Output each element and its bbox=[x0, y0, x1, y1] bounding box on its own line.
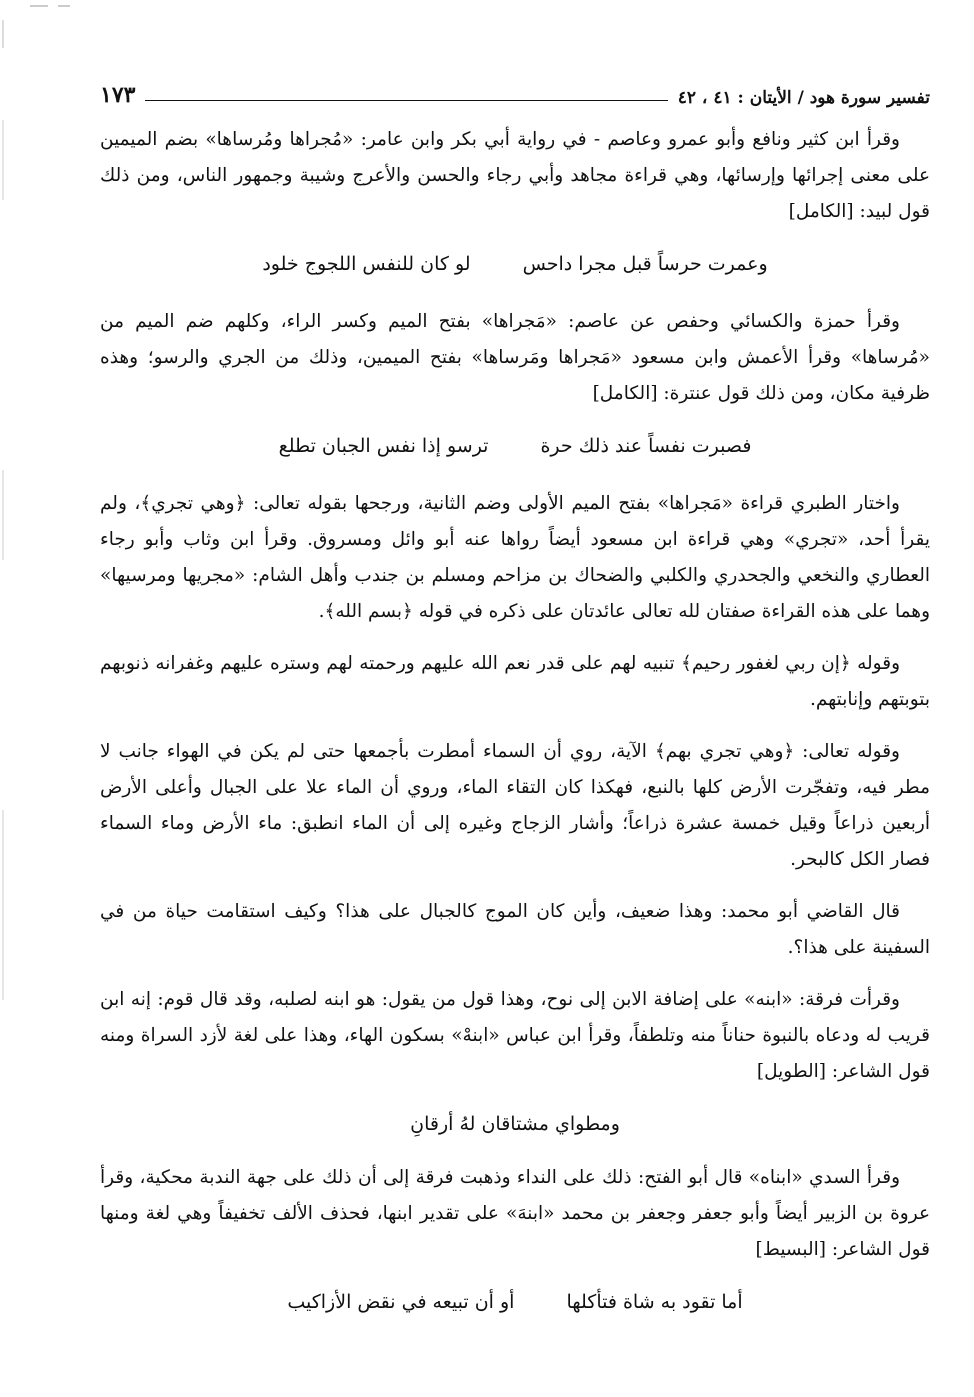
paragraph-5: وقوله تعالى: ﴿وهي تجري بهم﴾ الآية، روي أن السماء أمطرت بأجمعها حتى لم يكن في الهواء جانب لا مطر فيه، وتفجّرت الأرض كلها بالنبع، فهكذا كان التقاء الماء، وروي أن الماء علا على الجبال وأعلى الأرض أربعين ذراعاً وقيل خمسة عشرة ذراعاً؛ وأشار الزجاج وغيره إلى أن الماء انطبق: ماء الأرض وماء السماء فصار الكل كالبحر. bbox=[100, 741, 930, 870]
verse-1-first-hemistich: وعمرت حرساً قبل مجرا داحس bbox=[522, 253, 768, 275]
verse-4-first-hemistich: أما تقود به شاة فتأكلها bbox=[566, 1291, 743, 1313]
verse-1-second-hemistich: لو كان للنفس اللجوج خلود bbox=[262, 253, 471, 275]
verse-2-first-hemistich: فصبرت نفساً عند ذلك حرة bbox=[540, 435, 752, 457]
paragraph-2: وقرأ حمزة والكسائي وحفص عن عاصم: «مَجراها» بفتح الميم وكسر الراء، وكلهم ضم الميم من «مُرساها» وقرأ الأعمش وابن مسعود «مَجراها ومَرساها» بفتح الميمين، وذلك من الجري والرسو؛ وهذه ظرفية مكان، ومن ذلك قول عنترة: [الكامل] bbox=[100, 311, 930, 404]
verse-3-line: ومطواي مشتاقان لهُ أرقانِ bbox=[410, 1113, 620, 1135]
verse-2-second-hemistich: ترسو إذا نفس الجبان تطلع bbox=[278, 435, 489, 457]
paragraph-8: وقرأ السدي «ابناه» قال أبو الفتح: ذلك على النداء وذهبت فرقة إلى أن ذلك على جهة الندبة محكية، وقرأ عروة بن الزبير أيضاً وأبو جعفر وجعفر بن محمد «ابنهَ» على تقدير ابنها، فحذف الألف تخفيفاً وهي لغة ومنها قول الشاعر: [البسيط] bbox=[100, 1167, 930, 1260]
page bbox=[100, 74, 930, 1342]
page-number: ١٧٣ bbox=[100, 82, 136, 108]
paragraph-7: وقرأت فرقة: «ابنه» على إضافة الابن إلى نوح، وهذا قول من يقول: هو ابنه لصلبه، وقد قال قوم: إنه ابن قريب له ودعاه بالنبوة حناناً منه وتلطفاً، وقرأ ابن عباس «ابنهْ» بسكون الهاء، وهذا على لغة لأزد السراة ومنه قول الشاعر: [الطويل] bbox=[100, 989, 930, 1082]
header-rule bbox=[145, 100, 667, 101]
verse-2 bbox=[100, 428, 930, 464]
running-header bbox=[100, 74, 930, 108]
verse-4 bbox=[100, 1284, 930, 1320]
verse-4-second-hemistich: أو أن تبيعه في نقض الأزاكيب bbox=[287, 1291, 515, 1313]
verse-3 bbox=[100, 1106, 930, 1142]
paragraph-6: قال القاضي أبو محمد: وهذا ضعيف، وأين كان الموج كالجبال على هذا؟ وكيف استقامت حياة من في السفينة على هذا؟. bbox=[100, 901, 930, 958]
paragraph-4: وقوله ﴿إن ربي لغفور رحيم﴾ تنبيه لهم على قدر نعم الله عليهم ورحمته لهم وستره عليهم وغفرانه ذنوبهم بتوبتهم وإنابتهم. bbox=[100, 653, 930, 710]
paragraph-1: وقرأ ابن كثير ونافع وأبو عمرو وعاصم - في رواية أبي بكر وابن عامر: «مُجراها ومُرساها» بضم الميمين على معنى إجرائها وإرسائها، وهي قراءة مجاهد وأبي رجاء والحسن والأعرج وشيبة وجمهور الناس، ومن ذلك قول لبيد: [الكامل] bbox=[100, 129, 930, 222]
verse-1 bbox=[100, 246, 930, 282]
paragraph-3: واختار الطبري قراءة «مَجراها» بفتح الميم الأولى وضم الثانية، ورجحها بقوله تعالى: ﴿وهي تجري﴾، ولم يقرأ أحد، «تجري» وهي قراءة ابن مسعود أيضاً رواها عنه أبو وائل ومسروق. وقرأ ابن وثاب وأبو رجاء العطاري والنخعي والجحدري والكلبي والضحاك بن مزاحم ومسلم بن جندب وأهل الشام: «مجريها ومرسيها» وهما على هذه القراءة صفتان لله تعالى عائدتان على ذكره في قوله ﴿بسم الله﴾. bbox=[100, 493, 930, 622]
running-title: تفسير سورة هود / الأيتان : ٤١ ، ٤٢ bbox=[677, 88, 930, 108]
